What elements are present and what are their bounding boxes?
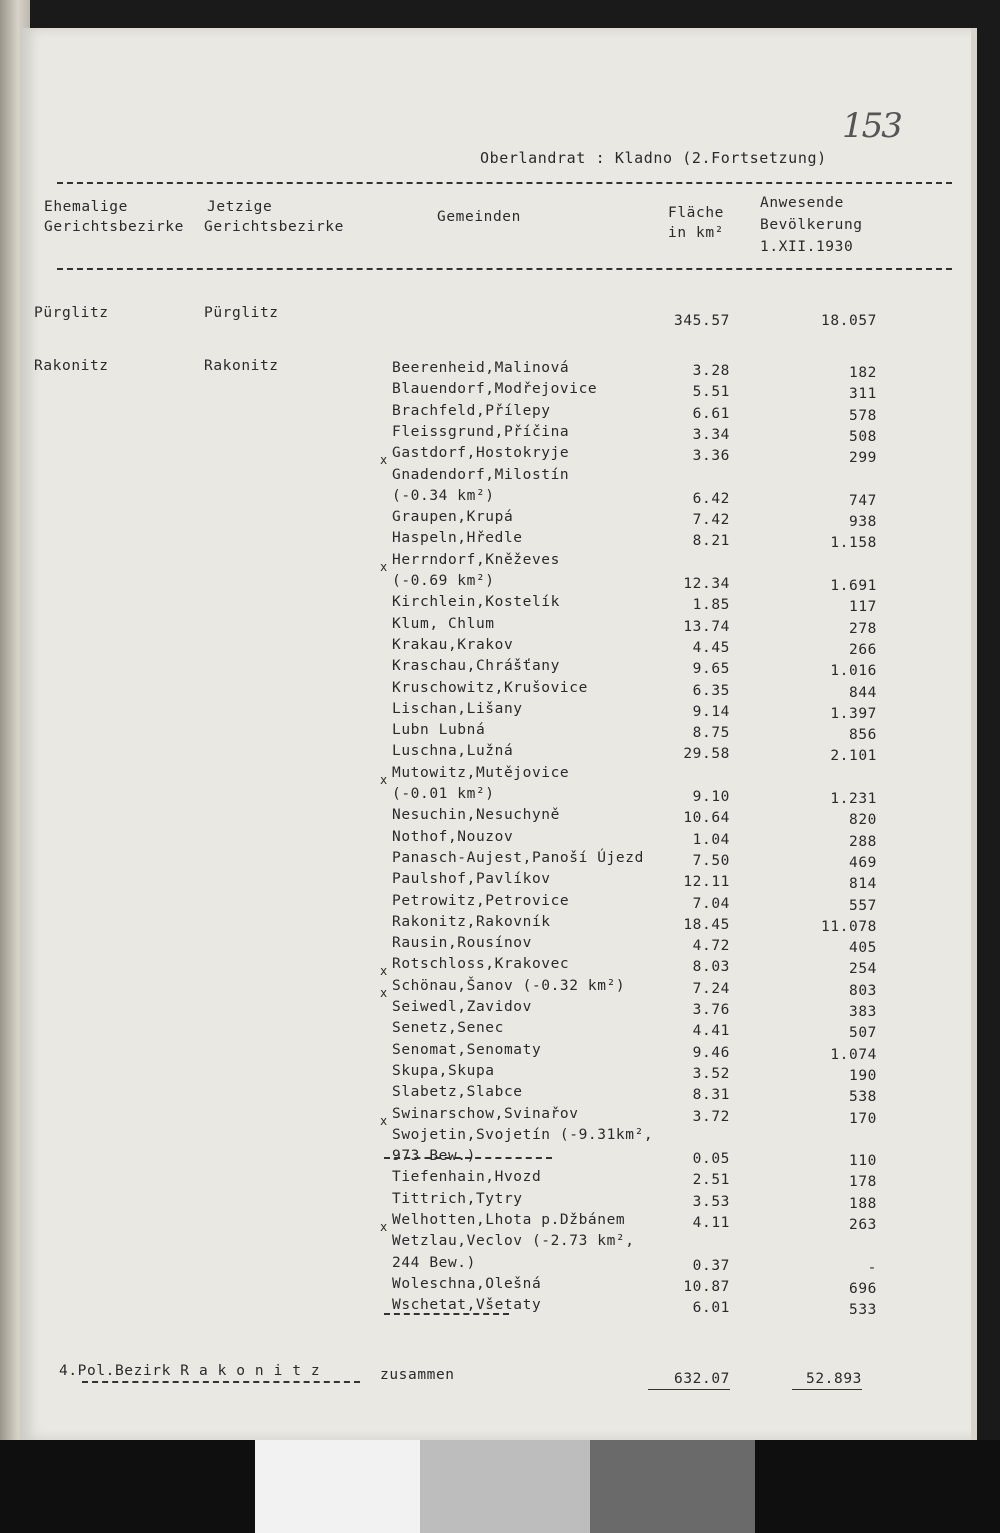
municipality-name: Herrndorf,Kněževes xyxy=(392,551,560,568)
population-value: 2.101 xyxy=(830,748,877,765)
area-value: 4.11 xyxy=(692,1215,730,1231)
population-value: 188 xyxy=(849,1195,877,1212)
puerglitz-population: 18.057 xyxy=(821,313,877,329)
x-mark: x xyxy=(380,559,388,574)
area-value: 0.37 xyxy=(692,1257,730,1274)
municipality-name: Wschetat,Všetaty xyxy=(392,1297,542,1314)
total-label-underline xyxy=(82,1381,360,1383)
area-value: 9.14 xyxy=(692,703,730,720)
x-mark: x xyxy=(380,1220,388,1234)
x-mark: x xyxy=(380,1113,388,1128)
population-value: 856 xyxy=(849,727,877,744)
area-value: 10.87 xyxy=(683,1278,730,1295)
population-value: 1.074 xyxy=(830,1046,877,1063)
area-value: 1.04 xyxy=(692,831,730,848)
x-mark: x xyxy=(380,453,388,468)
municipality-name: (-0.69 km²) xyxy=(392,573,495,589)
municipality-name: Rakonitz,Rakovník xyxy=(392,913,551,930)
area-value: 29.58 xyxy=(683,746,730,763)
municipality-name: Gastdorf,Hostokryje xyxy=(392,445,570,462)
total-pop-underline xyxy=(792,1389,862,1390)
municipality-name: Luschna,Lužná xyxy=(392,743,514,760)
population-value: 170 xyxy=(849,1110,877,1127)
population-value: 110 xyxy=(849,1153,877,1170)
municipality-name: Krakau,Krakov xyxy=(392,636,514,653)
swojetin-underline xyxy=(384,1157,552,1159)
municipality-name: Mutowitz,Mutějovice xyxy=(392,764,570,781)
population-value: 469 xyxy=(849,854,877,871)
area-value: 6.61 xyxy=(692,405,730,422)
gray-patch-dark xyxy=(590,1440,755,1533)
population-value: 288 xyxy=(849,833,877,850)
area-value: 1.85 xyxy=(692,597,730,614)
municipality-name: Wetzlau,Veclov (-2.73 km², xyxy=(392,1233,635,1250)
area-value: 8.03 xyxy=(692,959,730,976)
municipality-name: Graupen,Krupá xyxy=(392,509,514,526)
total-word: zusammen xyxy=(380,1367,455,1383)
area-value: 6.42 xyxy=(692,490,730,507)
population-value: 1.397 xyxy=(830,705,877,722)
municipality-name: Haspeln,Hředle xyxy=(392,530,523,547)
municipality-name: 973 Bew.) xyxy=(392,1148,476,1165)
total-area-underline xyxy=(648,1389,730,1390)
municipality-name: Woleschna,Olešná xyxy=(392,1275,542,1292)
population-value: 820 xyxy=(849,812,877,829)
area-value: 3.52 xyxy=(692,1065,730,1082)
population-value: 383 xyxy=(849,1004,877,1020)
area-value: 8.31 xyxy=(692,1087,730,1104)
municipality-name: Lischan,Lišany xyxy=(392,700,523,717)
area-value: 8.75 xyxy=(692,725,730,742)
area-value: 4.45 xyxy=(692,639,730,656)
population-value: 299 xyxy=(849,450,877,467)
municipality-name: Beerenheid,Malinová xyxy=(392,360,570,376)
page-edge xyxy=(971,28,977,1440)
population-value: 844 xyxy=(849,684,877,701)
population-value: 117 xyxy=(849,599,877,616)
municipality-name: Senetz,Senec xyxy=(392,1020,504,1037)
municipality-name: Tiefenhain,Hvozd xyxy=(392,1169,542,1186)
area-value: 0.05 xyxy=(692,1151,730,1168)
population-value: 254 xyxy=(849,961,877,978)
population-value: 266 xyxy=(849,641,877,658)
puerglitz-current: Pürglitz xyxy=(204,305,279,321)
municipality-name: Senomat,Senomaty xyxy=(392,1041,542,1058)
total-area: 632.07 xyxy=(674,1371,730,1387)
municipality-name: Swojetin,Svojetín (-9.31km², xyxy=(392,1126,654,1143)
area-value: 7.24 xyxy=(692,980,730,997)
population-value: 263 xyxy=(849,1217,877,1233)
municipality-name: Fleissgrund,Příčina xyxy=(392,423,570,440)
population-value: 803 xyxy=(849,982,877,999)
municipality-name: Nesuchin,Nesuchyně xyxy=(392,807,560,824)
municipality-name: Rausin,Rousínov xyxy=(392,935,532,952)
document-page xyxy=(22,28,977,1440)
population-value: 405 xyxy=(849,940,877,957)
population-value: 578 xyxy=(849,407,877,424)
area-value: 18.45 xyxy=(683,916,730,933)
area-value: 9.10 xyxy=(692,789,730,805)
area-value: 7.04 xyxy=(692,895,730,912)
col-municipalities: Gemeinden xyxy=(437,209,521,225)
area-value: 3.53 xyxy=(692,1193,730,1210)
population-value: 1.158 xyxy=(830,535,877,552)
x-mark: x xyxy=(380,985,388,1000)
col-former-line1: Ehemalige xyxy=(44,199,128,215)
population-value: 538 xyxy=(849,1089,877,1106)
x-mark: x xyxy=(380,772,388,787)
municipality-name: (-0.34 km²) xyxy=(392,487,495,504)
population-value: 278 xyxy=(849,620,877,637)
municipality-name: Kraschau,Chrášťany xyxy=(392,658,560,675)
rakonitz-current: Rakonitz xyxy=(204,358,279,374)
area-value: 3.72 xyxy=(692,1108,730,1125)
col-pop-line3: 1.XII.1930 xyxy=(760,239,854,255)
population-value: 1.691 xyxy=(830,578,877,594)
col-area-line2: in km² xyxy=(668,225,724,241)
area-value: 7.42 xyxy=(692,512,730,529)
area-value: 12.34 xyxy=(683,576,730,592)
page-title: Oberlandrat : Kladno (2.Fortsetzung) xyxy=(480,149,827,167)
area-value: 9.46 xyxy=(692,1044,730,1061)
total-label: 4.Pol.Bezirk R a k o n i t z xyxy=(59,1363,321,1379)
population-value: 1.016 xyxy=(830,663,877,680)
puerglitz-former: Pürglitz xyxy=(34,305,109,321)
municipality-name: Blauendorf,Modřejovice xyxy=(392,381,598,398)
population-value: 11.078 xyxy=(821,918,877,935)
municipality-name: (-0.01 km²) xyxy=(392,786,495,802)
population-value: 814 xyxy=(849,876,877,893)
col-pop-line2: Bevölkerung xyxy=(760,217,863,233)
municipality-name: Skupa,Skupa xyxy=(392,1062,495,1079)
municipality-name: Klum, Chlum xyxy=(392,615,495,632)
population-value: 557 xyxy=(849,897,877,914)
municipality-name: Brachfeld,Přílepy xyxy=(392,402,551,419)
col-current-line1: Jetzige xyxy=(207,199,273,215)
col-area-line1: Fläche xyxy=(668,205,724,221)
area-value: 4.72 xyxy=(692,938,730,955)
municipality-name: Rotschloss,Krakovec xyxy=(392,956,570,973)
municipality-name: Paulshof,Pavlíkov xyxy=(392,871,551,888)
municipality-name: Schönau,Šanov (-0.32 km²) xyxy=(392,977,626,994)
area-value: 12.11 xyxy=(683,874,730,891)
municipality-name: 244 Bew.) xyxy=(392,1254,476,1271)
population-value: 182 xyxy=(849,365,877,381)
population-value: 1.231 xyxy=(830,791,877,807)
population-value: - xyxy=(867,1259,877,1276)
area-value: 7.50 xyxy=(692,852,730,869)
municipality-name: Lubn Lubná xyxy=(392,722,486,739)
municipality-name: Petrowitz,Petrovice xyxy=(392,892,570,909)
area-value: 3.28 xyxy=(692,363,730,379)
area-value: 5.51 xyxy=(692,384,730,401)
area-value: 4.41 xyxy=(692,1023,730,1040)
col-pop-line1: Anwesende xyxy=(760,195,844,211)
municipality-name: Nothof,Nouzov xyxy=(392,828,514,845)
population-value: 178 xyxy=(849,1174,877,1191)
area-value: 3.36 xyxy=(692,448,730,465)
municipality-name: Kirchlein,Kostelík xyxy=(392,594,560,611)
population-value: 747 xyxy=(849,492,877,509)
x-mark: x xyxy=(380,964,388,979)
page-number: 153 xyxy=(842,106,901,146)
municipality-name: Swinarschow,Svinařov xyxy=(392,1105,579,1122)
population-value: 696 xyxy=(849,1280,877,1297)
area-value: 6.01 xyxy=(692,1300,730,1317)
population-value: 507 xyxy=(849,1025,877,1042)
area-value: 2.51 xyxy=(692,1172,730,1189)
total-population: 52.893 xyxy=(806,1371,862,1387)
population-value: 311 xyxy=(849,386,877,403)
wetzlau-underline xyxy=(384,1313,509,1315)
scan-calibration-strip xyxy=(0,1440,1000,1533)
area-value: 13.74 xyxy=(683,618,730,635)
area-value: 8.21 xyxy=(692,533,730,550)
municipality-name: Panasch-Aujest,Panoší Újezd xyxy=(392,849,644,866)
rakonitz-former: Rakonitz xyxy=(34,358,109,374)
gray-patch-white xyxy=(255,1440,420,1533)
municipality-name: Tittrich,Tytry xyxy=(392,1190,523,1207)
header-bottom-rule xyxy=(57,268,952,270)
area-value: 3.34 xyxy=(692,426,730,443)
municipality-name: Seiwedl,Zavidov xyxy=(392,999,532,1015)
population-value: 533 xyxy=(849,1302,877,1319)
municipality-name: Gnadendorf,Milostín xyxy=(392,466,570,483)
gray-patch-light xyxy=(420,1440,590,1533)
municipality-name: Kruschowitz,Krušovice xyxy=(392,679,588,696)
area-value: 6.35 xyxy=(692,682,730,699)
col-current-line2: Gerichtsbezirke xyxy=(204,219,344,235)
col-former-line2: Gerichtsbezirke xyxy=(44,219,184,235)
population-value: 190 xyxy=(849,1067,877,1084)
population-value: 508 xyxy=(849,428,877,445)
puerglitz-area: 345.57 xyxy=(674,313,730,329)
area-value: 10.64 xyxy=(683,810,730,827)
header-top-rule xyxy=(57,182,952,184)
area-value: 3.76 xyxy=(692,1002,730,1018)
population-value: 938 xyxy=(849,514,877,531)
municipality-name: Welhotten,Lhota p.Džbánem xyxy=(392,1212,626,1228)
area-value: 9.65 xyxy=(692,661,730,678)
municipality-name: Slabetz,Slabce xyxy=(392,1084,523,1101)
